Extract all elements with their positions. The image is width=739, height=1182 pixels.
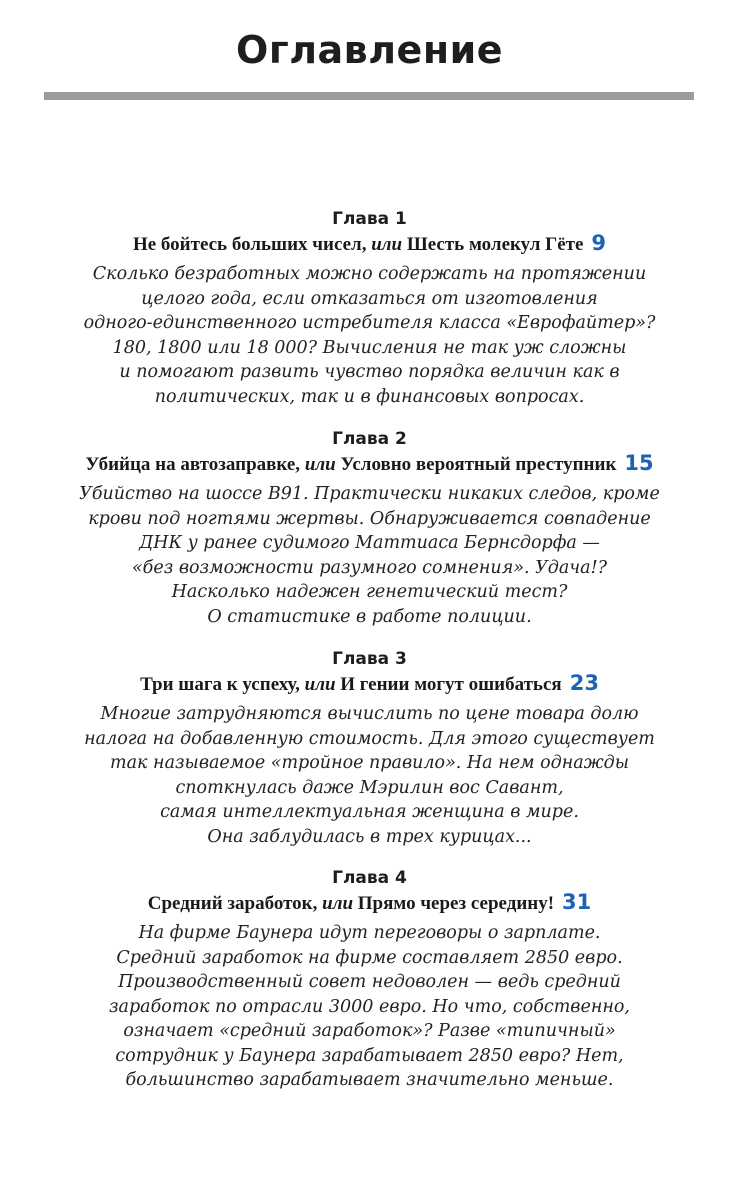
chapter-description [40,482,699,629]
chapter-title[interactable] [40,450,699,478]
description-line: заработок по отрасли 3000 евро. Но что, собственно, [108,996,630,1017]
chapter-label: Глава 4 [332,868,407,888]
description-line: налога на добавленную стоимость. Для этого существует [84,728,655,749]
chapter-title-main: Средний заработок, [147,893,323,914]
description-line: целого года, если отказаться от изготовления [141,288,598,309]
chapter-title-alt: Прямо через середину! [353,893,555,914]
chapter-4 [40,867,699,1093]
chapter-label: Глава 1 [332,209,407,229]
chapter-1 [40,208,699,409]
description-line: Производственный совет недоволен — ведь средний [118,972,621,992]
chapter-title[interactable] [40,889,699,917]
chapter-description [40,921,699,1093]
description-line: Она заблудилась в трех курицах... [207,826,532,847]
title-rule [44,92,694,100]
description-line: означает «средний заработок»? Разве «типичный» [123,1021,616,1041]
description-line: Средний заработок на фирме составляет 2850 евро. [116,947,623,968]
description-line: О статистике в работе полиции. [207,606,532,627]
chapter-title[interactable] [40,230,699,258]
chapter-title-main: Три шага к успеху, [140,674,305,695]
description-line: и помогают развить чувство порядка величин как в [119,362,620,382]
description-line: 180, 1800 или 18 000? Вычисления не так уж сложны [112,337,627,358]
chapter-title-or: или [304,454,336,475]
chapter-title-alt: Условно вероятный преступник [335,454,617,475]
chapter-title-alt: И гении могут ошибаться [335,674,562,695]
chapter-title-or: или [304,674,336,695]
description-line: сотрудник у Баунера зарабатывает 2850 евро? Нет, [115,1045,624,1066]
chapter-description [40,702,699,849]
chapter-label: Глава 3 [332,649,407,669]
page-number[interactable]: 23 [569,671,599,695]
chapter-label: Глава 2 [332,429,407,449]
page-number[interactable]: 9 [591,231,607,255]
chapter-title-main: Убийца на автозаправке, [85,454,305,475]
description-line: На фирме Баунера идут переговоры о зарплате. [138,923,601,943]
chapter-title-main: Не бойтесь больших чисел, [132,234,372,255]
description-line: одного-единственного истребителя класса «Еврофайтер»? [83,313,656,333]
description-line: споткнулась даже Мэрилин вос Савант, [175,777,564,798]
page-title: Оглавление [236,28,503,72]
description-line: большинство зарабатывает значительно меньше. [125,1070,614,1090]
page-number[interactable]: 15 [624,451,654,475]
page-number[interactable]: 31 [562,890,592,914]
description-line: ДНК у ранее судимого Маттиаса Бернсдорфа — [139,533,600,553]
chapter-description [40,262,699,409]
chapter-title-or: или [322,893,354,914]
description-line: Убийство на шоссе B91. Практически никаких следов, кроме [79,484,660,504]
chapter-title-alt: Шесть молекул Гёте [402,234,584,255]
description-line: крови под ногтями жертвы. Обнаруживается совпадение [88,508,651,529]
description-line: Многие затрудняются вычислить по цене товара долю [100,704,639,724]
chapter-title[interactable] [40,670,699,698]
description-line: Сколько безработных можно содержать на протяжении [92,264,647,284]
description-line: самая интеллектуальная женщина в мире. [160,802,579,822]
chapter-3 [40,648,699,849]
chapter-2 [40,428,699,629]
description-line: «без возможности разумного сомнения». Удача!? [131,557,608,578]
description-line: Насколько надежен генетический тест? [171,582,568,602]
description-line: политических, так и в финансовых вопросах. [154,386,585,407]
description-line: так называемое «тройное правило». На нем однажды [110,753,629,773]
chapter-title-or: или [371,234,403,255]
